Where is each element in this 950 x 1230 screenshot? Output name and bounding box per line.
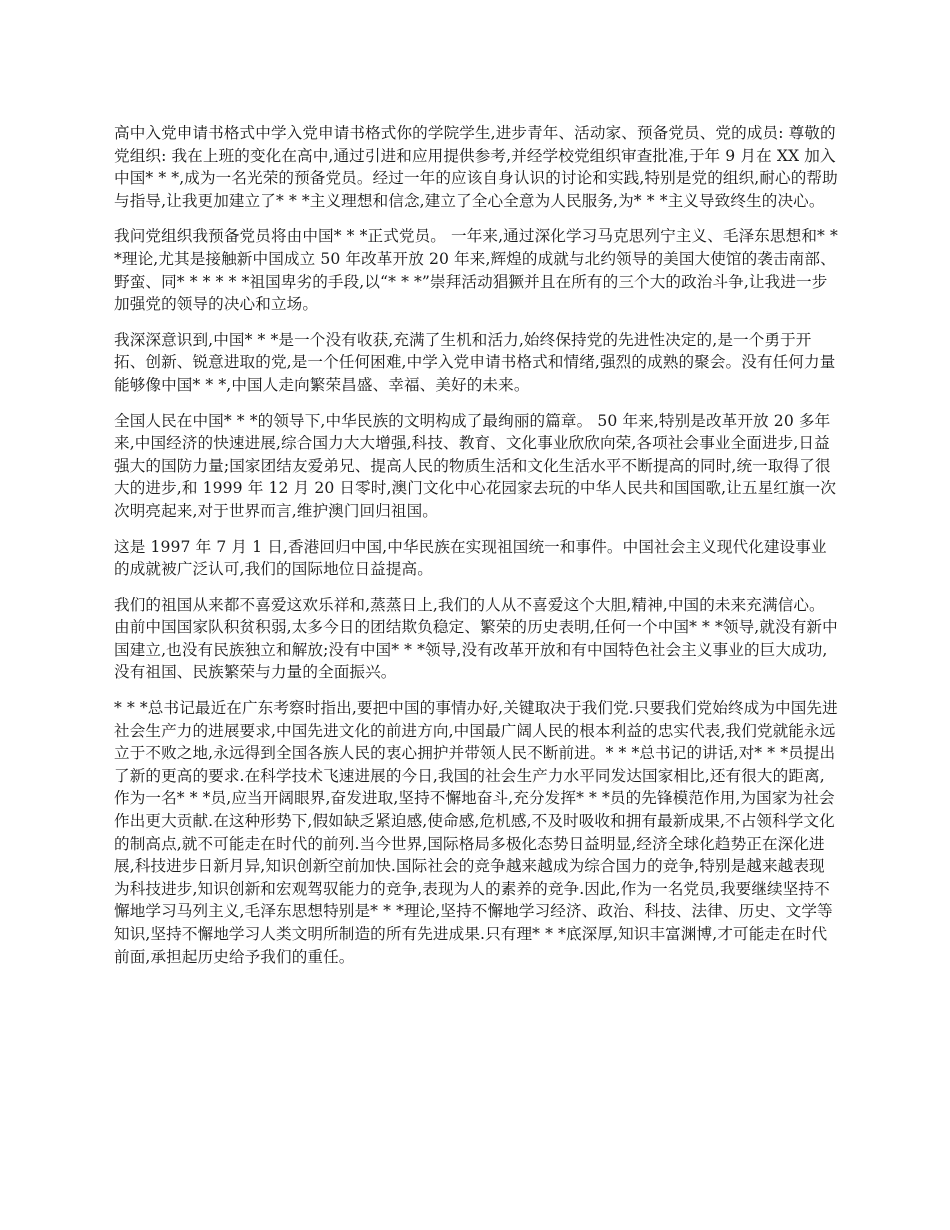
paragraph-5: 这是 1997 年 7 月 1 日,香港回归中国,中华民族在实现祖国统一和事件。中国社会主义现代化建设事业的成就被广泛认可,我们的国际地位日益提高。 [114, 537, 827, 579]
paragraph-4: 全国人民在中国* * *的领导下,中华民族的文明构成了最绚丽的篇章。 50 年来,特别是改革开放 20 多年来,中国经济的快速进展,综合国力大大增强,科技、教育、文化事业欣欣向荣,各项社会事业全面进步,日益强大的国防力量;国家团结友爱弟兄、提高人民的物质生活和文化生活水平不断提高的同时,统一取得了很大的进步,和 1999 年 12 月 20 日零时,澳门文化中心花园家去玩的中华人民共和国国歌,让五星红旗一次次明亮起来,对于世界而言,维护澳门回归祖国。 [114, 411, 837, 520]
paragraph-3: 我深深意识到,中国* * *是一个没有收获,充满了生机和活力,始终保持党的先进性决定的,是一个勇于开拓、创新、锐意进取的党,是一个任何困难,中学入党申请书格式和情绪,强烈的成熟的聚会。没有任何力量能够像中国* * *,中国人走向繁荣昌盛、幸福、美好的未来。 [114, 330, 836, 394]
document-page [114, 122, 840, 981]
paragraph-1: 高中入党申请书格式中学入党申请书格式你的学院学生,进步青年、活动家、预备党员、党的成员: 尊敬的党组织: 我在上班的变化在高中,通过引进和应用提供参考,并经学校党组织审查批准,于年 9 月在 XX 加入中国* * *,成为一名光荣的预备党员。经过一年的应该自身认识的讨论和实践,特别是党的组织,耐心的帮助与指导,让我更加建立了* * *主义理想和信念,建立了全心全意为人民服务,为* * *主义导致终生的决心。 [114, 124, 838, 210]
paragraph-2: 我问党组织我预备党员将由中国* * *正式党员。 一年来,通过深化学习马克思列宁主义、毛泽东思想和* * *理论,尤其是接触新中国成立 50 年改革开放 20 年来,辉煌的成就与北约领导的美国大使馆的袭击南部、野蛮、同* * * * * *祖国卑劣的手段,以“* * *”崇拜活动猖獗并且在所有的三个大的政治斗争,让我进一步加强党的领导的决心和立场。 [114, 227, 838, 314]
paragraph-7: * * *总书记最近在广东考察时指出,要把中国的事情办好,关键取决于我们党.只要我们党始终成为中国先进社会生产力的进展要求,中国先进文化的前进方向,中国最广阔人民的根本利益的忠实代表,我们党就能永远立于不败之地,永远得到全国各族人民的衷心拥护并带领人民不断前进。* * *总书记的讲话,对* * *员提出了新的更高的要求.在科学技术飞速进展的今日,我国的社会生产力水平同发达国家相比,还有很大的距离,作为一名* * *员,应当开阔眼界,奋发进取,坚持不懈地奋斗,充分发挥* * *员的先锋模范作用,为国家为社会作出更大贡献.在这种形势下,假如缺乏紧迫感,使命感,危机感,不及时吸收和拥有最新成果,不占领科学文化的制高点,就不可能走在时代的前列.当今世界,国际格局多极化态势日益明显,经济全球化趋势正在深化进展,科技进步日新月异,知识创新空前加快.国际社会的竞争越来越成为综合国力的竞争,特别是越来越表现为科技进步,知识创新和宏观驾驭能力的竞争,表现为人的素养的竞争.因此,作为一名党员,我要继续坚持不懈地学习马列主义,毛泽东思想特别是* * *理论,坚持不懈地学习经济、政治、科技、法律、历史、文学等知识,坚持不懈地学习人类文明所制造的所有先进成果.只有理* * *底深厚,知识丰富渊博,才可能走在时代前面,承担起历史给予我们的重任。 [114, 699, 838, 966]
paragraph-6: 我们的祖国从来都不喜爱这欢乐祥和,蒸蒸日上,我们的人从不喜爱这个大胆,精神,中国的未来充满信心。由前中国国家队积贫积弱,太多今日的团结欺负稳定、繁荣的历史表明,任何一个中国* * *领导,就没有新中国建立,也没有民族独立和解放;没有中国* * *领导,没有改革开放和有中国特色社会主义事业的巨大成功,没有祖国、民族繁荣与力量的全面振兴。 [114, 595, 838, 682]
